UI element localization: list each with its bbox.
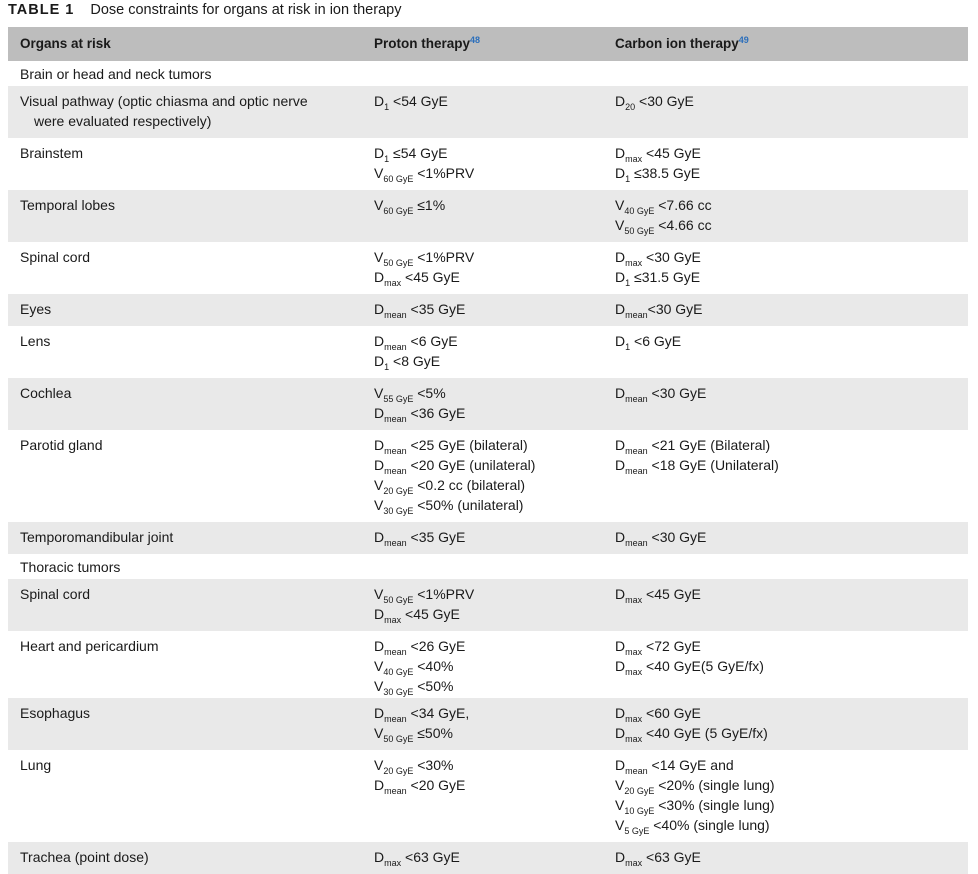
proton-cell: $D_{mean} <6$ GyE $D_1 <8$ GyE	[374, 333, 458, 372]
table-header-row	[8, 27, 968, 61]
organ-cell: Lens	[20, 333, 51, 349]
organ-cell: Spinal cord	[20, 249, 91, 265]
section-title: Thoracic tumors	[20, 558, 121, 575]
carbon-cell: $D_{max} <60$ GyE $D_{max} <40$ GyE (5 GyE/fx)	[603, 698, 968, 750]
section-row	[8, 554, 968, 579]
carbon-cell: $D_{max} <30$ GyE $D_1 \le 31.5$ GyE	[615, 249, 701, 288]
table-row	[8, 430, 968, 522]
table-row	[8, 750, 968, 842]
proton-cell: $D_{max} <63$ GyE	[362, 842, 603, 874]
organ-cell: Temporomandibular joint	[8, 522, 362, 554]
carbon-cell: $D_1 <6$ GyE	[615, 333, 682, 352]
table-row	[8, 242, 968, 294]
organ-cell: Temporal lobes	[8, 190, 362, 242]
organ-cell: Cochlea	[8, 378, 362, 430]
ref-link[interactable]: 48	[470, 35, 481, 45]
header-carbon: Carbon ion therapy$^{49}$	[603, 27, 968, 61]
carbon-cell: $D_{mean} <21$ GyE (Bilateral) $D_{mean} <18$ GyE (Unilateral)	[615, 437, 779, 476]
proton-cell: $D_{mean} <35$ GyE	[362, 294, 603, 326]
proton-cell: $V_{50 GyE} <1\%PRV$ $D_{max} <45$ GyE	[362, 579, 603, 631]
table-title: Dose constraints for organs at risk in ion therapy	[90, 2, 402, 18]
organ-cell: Spinal cord	[8, 579, 362, 631]
table-label: TABLE 1	[8, 2, 75, 18]
proton-cell: $D_1 <54$ GyE	[362, 86, 603, 138]
carbon-cell: $D_{mean} <14$ GyE and $V_{20 GyE} <20\%$ (single lung) $V_{10 GyE} <30\%$ (single lung) $V_{5 GyE} <40\%$ (single lung)	[615, 757, 775, 836]
organ-cell: Visual pathway (optic chiasma and optic nerve were evaluated respectively)	[8, 86, 362, 138]
proton-cell: $V_{50 GyE} <1\%PRV$ $D_{max} <45$ GyE	[374, 249, 475, 288]
proton-cell: $V_{55 GyE} <5\%$ $D_{mean} <36$ GyE	[362, 378, 603, 430]
carbon-cell: $V_{40 GyE} <7.66$ cc $V_{50 GyE} <4.66$ cc	[603, 190, 968, 242]
organ-cell: Heart and pericardium	[20, 638, 159, 654]
table-row	[8, 326, 968, 378]
proton-cell: $D_{mean} <25$ GyE (bilateral) $D_{mean} <20$ GyE (unilateral) $V_{20 GyE} <0.2$ cc (bilateral) $V_{30 GyE} <50\%$ (unilateral)	[374, 437, 536, 516]
table-row	[8, 698, 968, 750]
organ-cell: Brainstem	[20, 145, 84, 161]
section-row	[8, 61, 968, 86]
table-row	[8, 631, 968, 698]
carbon-cell: $D_{max} <72$ GyE $D_{max} <40$ GyE(5 GyE/fx)	[615, 638, 764, 677]
organ-cell: Parotid gland	[20, 437, 103, 453]
carbon-cell: $D_{mean} <30$ GyE	[603, 378, 968, 430]
proton-cell: $D_{mean} <34$ GyE, $V_{50 GyE} \le 50\%$	[362, 698, 603, 750]
proton-cell: $V_{20 GyE} <30\%$ $D_{mean} <20$ GyE	[374, 757, 466, 796]
header-organs: Organs at risk	[8, 27, 362, 61]
carbon-cell: $D_{max} <63$ GyE	[603, 842, 968, 874]
table-row	[8, 378, 968, 430]
carbon-cell: $D_{mean}<30$ GyE	[603, 294, 968, 326]
proton-cell: $D_{mean} <35$ GyE	[362, 522, 603, 554]
organ-cell: Trachea (point dose)	[8, 842, 362, 874]
carbon-cell: $D_{mean} <30$ GyE	[603, 522, 968, 554]
table-row	[8, 579, 968, 631]
carbon-cell: $D_{20} <30$ GyE	[603, 86, 968, 138]
organ-cell: Esophagus	[8, 698, 362, 750]
table-row	[8, 86, 968, 138]
carbon-cell: $D_{max} <45$ GyE $D_1 \le 38.5$ GyE	[615, 145, 701, 184]
organ-cell: Lung	[20, 757, 52, 773]
dose-constraints-table	[8, 27, 968, 874]
proton-cell: $D_{mean} <26$ GyE $V_{40 GyE} <40\%$ $V_{30 GyE} <50\%$	[374, 638, 466, 697]
carbon-cell: $D_{max} <45$ GyE	[603, 579, 968, 631]
proton-cell: $V_{60 GyE} \le 1\%$	[362, 190, 603, 242]
header-proton: Proton therapy$^{48}$	[362, 27, 603, 61]
table-row	[8, 294, 968, 326]
section-title: Brain or head and neck tumors	[20, 65, 212, 82]
organ-cell: Eyes	[8, 294, 362, 326]
table-row	[8, 522, 968, 554]
ref-link[interactable]: 49	[738, 35, 749, 45]
table-caption	[8, 0, 401, 22]
table-row	[8, 138, 968, 190]
table-row	[8, 842, 968, 874]
proton-cell: $D_1 \le 54$ GyE $V_{60 GyE} <1\%PRV$	[374, 145, 475, 184]
table-row	[8, 190, 968, 242]
